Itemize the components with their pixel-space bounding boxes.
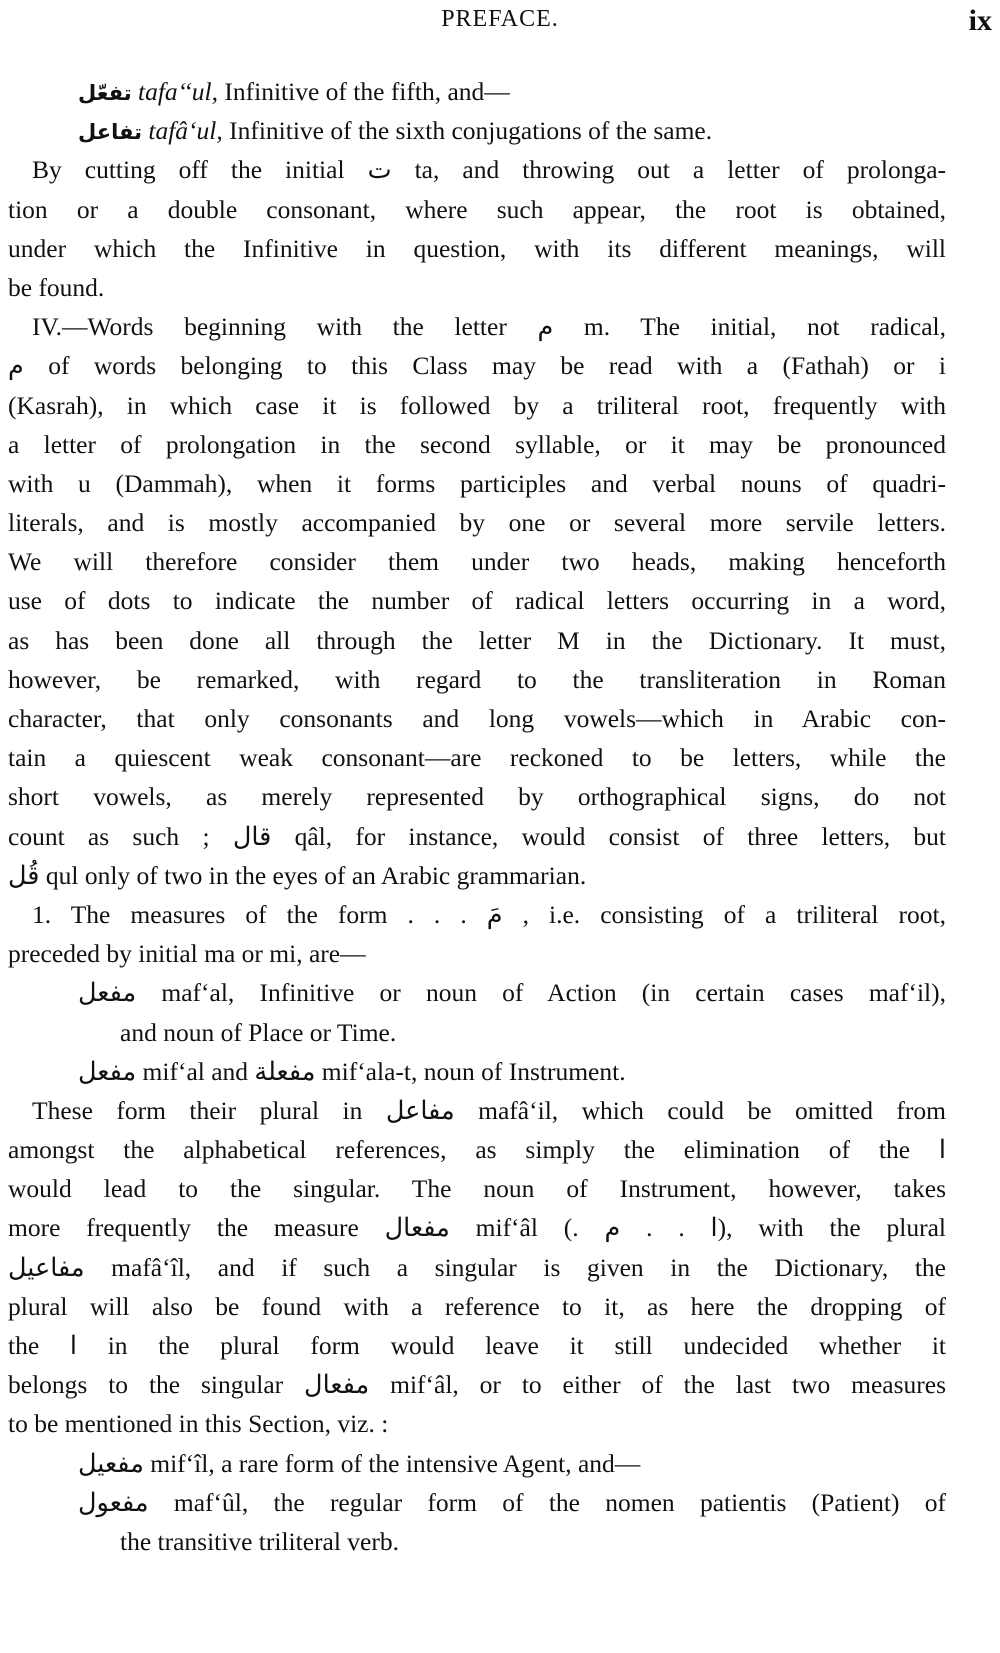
text-line: under which the Infinitive in question, with its different meanings, will: [8, 233, 946, 263]
text-line: be found.: [8, 272, 105, 302]
text-line: [8, 111, 946, 150]
text-line: more frequently the measure مفعال mif‘âl (. ا . . م), with the plural: [8, 1213, 946, 1243]
text-line: 1. The measures of the form . . . مَ , i.e. consisting of a triliteral root,: [32, 899, 946, 929]
text-line: (Kasrah), in which case it is followed by a triliteral root, frequently with: [8, 390, 946, 420]
text-line: قُل qul only of two in the eyes of an Arabic grammarian.: [8, 860, 587, 890]
transliteration: tafa‘‘ul,: [137, 77, 219, 106]
text-line: مفعل mif‘al and مفعلة mif‘ala-t, noun of Instrument.: [78, 1056, 626, 1086]
preface-body: [8, 72, 946, 1561]
text-line: مفعل maf‘al, Infinitive or noun of Action (in certain cases maf‘il),: [78, 978, 946, 1008]
page-number: ix: [968, 4, 992, 37]
text-line: the ا in the plural form would leave it still undecided whether it: [8, 1331, 946, 1360]
text-line: belongs to the singular مفعال mif‘âl, or to either of the last two measures: [8, 1370, 946, 1400]
running-head: [0, 6, 1000, 40]
text-line: tion or a double consonant, where such appear, the root is obtained,: [8, 194, 946, 224]
running-title: PREFACE.: [441, 6, 559, 32]
text-line: the transitive triliteral verb.: [120, 1526, 399, 1556]
transliteration: tafâ‘ul,: [148, 116, 223, 146]
text-line: to be mentioned in this Section, viz. :: [8, 1409, 389, 1439]
text-line: use of dots to indicate the number of radical letters occurring in a word,: [8, 586, 946, 616]
line-text: Infinitive of the fifth, and—: [218, 77, 510, 106]
text-line: and noun of Place or Time.: [120, 1017, 397, 1047]
text-line: character, that only consonants and long vowels—which in Arabic con-: [8, 704, 946, 733]
text-line: plural will also be found with a reference to it, as here the dropping of: [8, 1291, 946, 1321]
arabic-word: تفاعل: [78, 120, 142, 145]
text-line: amongst the alphabetical references, as simply the elimination of the ا: [8, 1135, 946, 1165]
text-line: These form their plural in مفاعل mafâ‘il, which could be omitted from: [32, 1095, 946, 1125]
text-line: مفعيل mif‘îl, a rare form of the intensive Agent, and—: [78, 1448, 641, 1478]
text-line: مفاعيل mafâ‘îl, and if such a singular is given in the Dictionary, the: [8, 1252, 946, 1282]
text-line: م of words belonging to this Class may be read with a (Fathah) or i: [8, 351, 946, 381]
line-text: Infinitive of the sixth conjugations of the same.: [222, 116, 713, 146]
text-line: literals, and is mostly accompanied by one or several more servile letters.: [8, 508, 946, 538]
text-line: would lead to the singular. The noun of Instrument, however, takes: [8, 1174, 946, 1204]
text-line: [8, 72, 946, 111]
text-line: as has been done all through the letter M in the Dictionary. It must,: [8, 625, 946, 655]
text-line: tain a quiescent weak consonant—are reckoned to be letters, while the: [8, 743, 946, 773]
text-line: with u (Dammah), when it forms participles and verbal nouns of quadri-: [8, 468, 946, 498]
arabic-word: تفعّل: [78, 81, 132, 105]
text-line: short vowels, as merely represented by orthographical signs, do not: [8, 782, 946, 812]
text-line: a letter of prolongation in the second syllable, or it may be pronounced: [8, 429, 946, 459]
text-line: count as such ; قال qâl, for instance, would consist of three letters, but: [8, 821, 946, 851]
text-line: By cutting off the initial ت ta, and throwing out a letter of prolonga-: [32, 155, 946, 185]
text-line: مفعول maf‘ûl, the regular form of the nomen patientis (Patient) of: [78, 1487, 946, 1517]
text-line: IV.—Words beginning with the letter م m. The initial, not radical,: [32, 312, 946, 342]
text-line: preceded by initial ma or mi, are—: [8, 939, 366, 969]
text-line: however, be remarked, with regard to the transliteration in Roman: [8, 664, 946, 694]
text-line: We will therefore consider them under two heads, making henceforth: [8, 547, 946, 577]
